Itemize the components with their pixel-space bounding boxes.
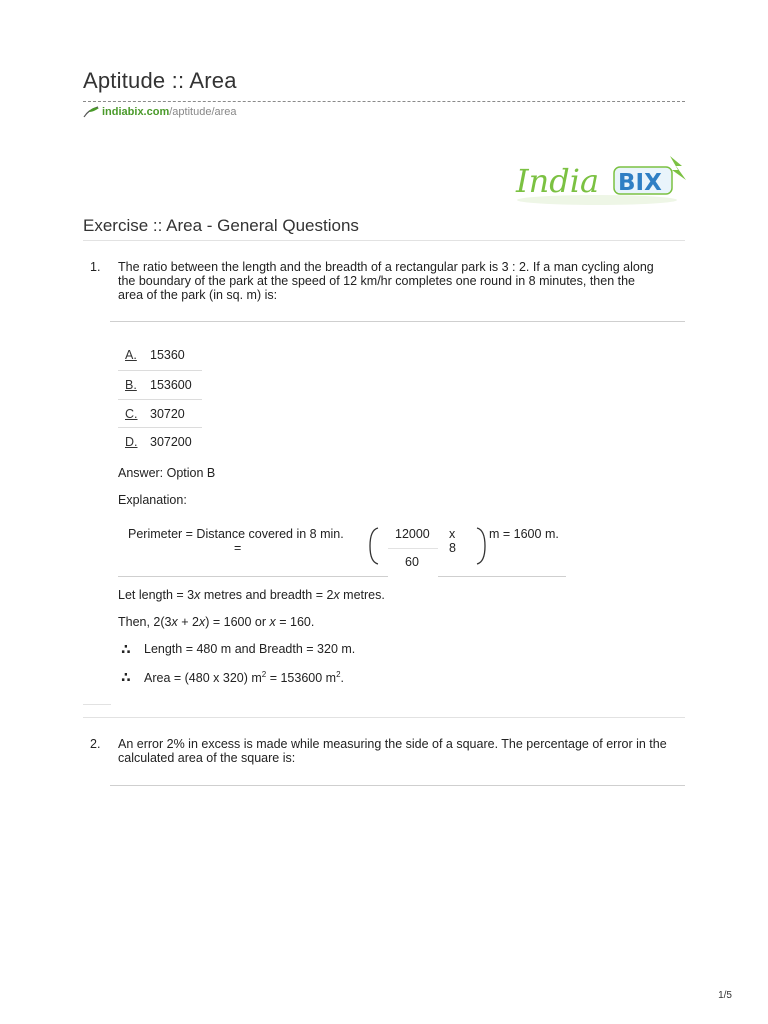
question-text — [118, 260, 688, 302]
page-number: 1/5 — [718, 990, 732, 1001]
small-divider — [83, 704, 111, 705]
section-divider — [83, 240, 685, 241]
therefore-icon: ∴ — [121, 669, 130, 685]
length-line: Length = 480 m and Breadth = 320 m. — [144, 642, 356, 656]
equals-sign: = — [234, 541, 242, 555]
option-letter[interactable]: C. — [125, 407, 138, 421]
option-b[interactable] — [118, 371, 202, 400]
option-a[interactable] — [118, 342, 202, 371]
option-value: 30720 — [150, 407, 185, 421]
section-title: Exercise :: Area - General Questions — [83, 216, 359, 235]
question-line: area of the park (in sq. m) is: — [118, 288, 278, 302]
site-link-path: /aptitude/area — [169, 106, 237, 118]
area-line: Area = (480 x 320) $m^2 = 153600$ $m^2$. — [144, 670, 345, 686]
option-letter[interactable]: D. — [125, 435, 138, 449]
option-value: 153600 — [150, 378, 192, 392]
logo-text-india: India — [516, 162, 600, 200]
answer-text: Answer: Option B — [118, 466, 216, 480]
formula-divider-left — [118, 576, 388, 577]
site-link[interactable] — [83, 106, 237, 118]
then-line: Then, 2(3x + 2x) = 1600 or x = 160. — [118, 615, 315, 629]
question-number: 1. — [90, 260, 101, 274]
option-letter[interactable]: A. — [125, 348, 137, 362]
indiabix-logo — [512, 152, 688, 212]
formula-divider-right — [438, 576, 566, 577]
denominator: 60 — [405, 555, 419, 569]
option-d[interactable] — [118, 428, 202, 456]
option-letter[interactable]: B. — [125, 378, 137, 392]
question-line: The ratio between the length and the breadth of a rectangular park is 3 : 2. If a man cycling along — [118, 260, 654, 274]
perimeter-label: Perimeter = Distance covered in 8 min. — [128, 527, 344, 541]
fraction-line — [388, 548, 438, 549]
page-title: Aptitude :: Area — [83, 68, 237, 93]
question-line: calculated area of the square is: — [118, 751, 296, 765]
logo-text-bix: BIX — [618, 170, 662, 196]
multiplier: 8 — [449, 541, 456, 555]
formula-result: m = 1600 m. — [489, 527, 559, 541]
question-separator — [83, 717, 685, 718]
numerator: 12000 — [395, 527, 430, 541]
question-line: the boundary of the park at the speed of 12 km/hr completes one round in 8 minutes, then the — [118, 274, 635, 288]
question-line: An error 2% in excess is made while measuring the side of a square. The percentage of error in the — [118, 737, 667, 751]
option-c[interactable] — [118, 400, 202, 428]
left-bracket-icon — [368, 526, 380, 571]
indiabix-leaf-icon — [83, 106, 100, 118]
question-divider — [110, 321, 685, 322]
dashed-divider — [83, 101, 685, 102]
question-divider — [110, 785, 685, 786]
let-line: Let length = 3x metres and breadth = 2x metres. — [118, 588, 385, 602]
times-sign: x — [449, 527, 456, 541]
site-link-brand: indiabix.com — [102, 106, 170, 118]
option-value: 15360 — [150, 348, 185, 362]
therefore-icon: ∴ — [121, 641, 130, 657]
options-list — [118, 342, 202, 456]
question-number: 2. — [90, 737, 101, 751]
right-bracket-icon — [475, 526, 487, 571]
explanation-label: Explanation: — [118, 493, 187, 507]
question-text — [118, 737, 688, 765]
option-value: 307200 — [150, 435, 192, 449]
